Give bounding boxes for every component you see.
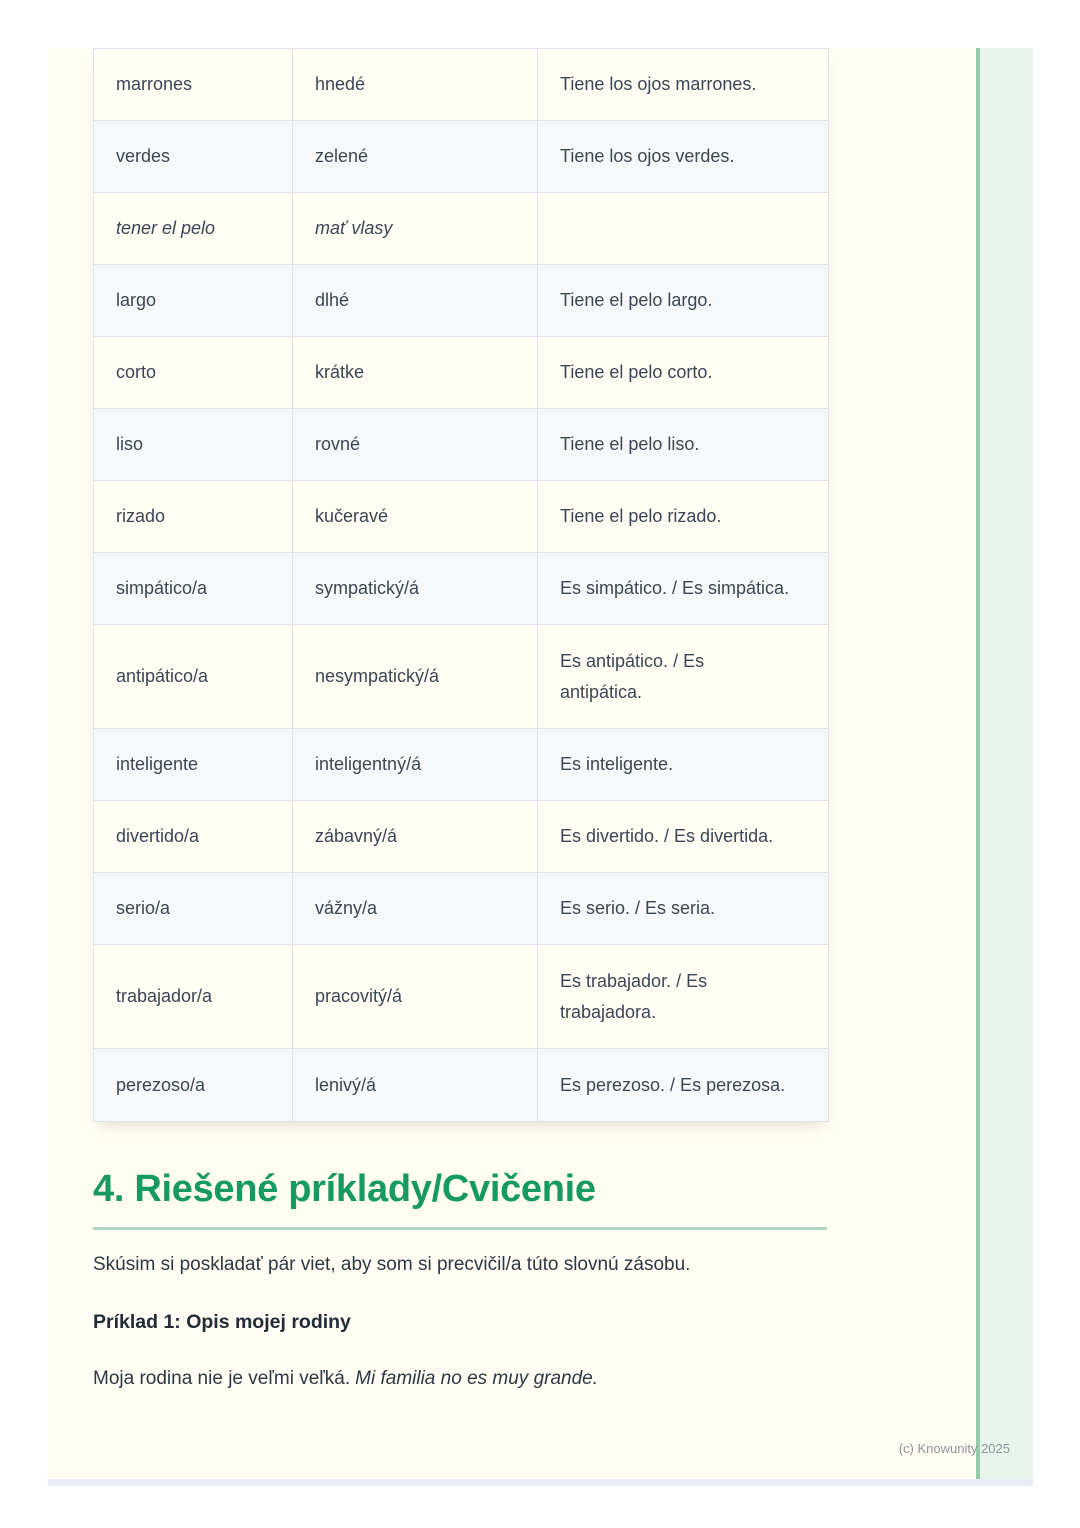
example-title: Príklad 1: Opis mojej rodiny	[93, 1311, 351, 1333]
table-cell-slovak: zelené	[293, 121, 538, 192]
table-cell-example	[538, 193, 828, 264]
table-cell-spanish: liso	[94, 409, 293, 480]
footer-credit: (c) Knowunity 2025	[898, 1441, 1010, 1456]
table-cell-example: Es antipático. / Es antipática.	[560, 650, 705, 702]
table-row	[94, 49, 828, 121]
table-cell-example: Tiene los ojos verdes.	[560, 146, 735, 166]
table-cell-slovak: sympatický/á	[293, 553, 538, 624]
table-cell-slovak: krátke	[293, 337, 538, 408]
table-cell-example: Es divertido. / Es divertida.	[560, 826, 774, 846]
table-row	[94, 873, 828, 945]
table-cell-slovak: mať vlasy	[293, 193, 538, 264]
table-cell-spanish: antipático/a	[94, 625, 293, 728]
table-row	[94, 193, 828, 265]
table-cell-example: Es trabajador. / Es trabajadora.	[560, 970, 708, 1022]
table-cell-example: Es simpático. / Es simpática.	[560, 578, 790, 598]
table-cell-example: Tiene los ojos marrones.	[560, 74, 757, 94]
sentence-slovak-part: Moja rodina nie je veľmi veľká.	[93, 1368, 351, 1389]
table-cell-spanish: serio/a	[94, 873, 293, 944]
table-cell-example: Tiene el pelo liso.	[560, 434, 700, 454]
sentence-spanish-italic-part: Mi familia no es muy grande.	[355, 1368, 599, 1389]
section-heading-rule	[93, 1227, 827, 1230]
table-cell-example: Tiene el pelo largo.	[560, 290, 713, 310]
table-cell-slovak: vážny/a	[293, 873, 538, 944]
example-sentence	[93, 1367, 953, 1391]
table-row	[94, 553, 828, 625]
table-row	[94, 729, 828, 801]
table-cell-slovak: kučeravé	[293, 481, 538, 552]
table-cell-spanish: marrones	[94, 49, 293, 120]
table-row	[94, 409, 828, 481]
table-cell-spanish: simpático/a	[94, 553, 293, 624]
table-cell-spanish: largo	[94, 265, 293, 336]
table-cell-slovak: rovné	[293, 409, 538, 480]
table-cell-slovak: zábavný/á	[293, 801, 538, 872]
table-cell-example: Tiene el pelo corto.	[560, 362, 713, 382]
table-row	[94, 481, 828, 553]
table-row	[94, 625, 828, 729]
table-cell-slovak: nesympatický/á	[293, 625, 538, 728]
side-accent-strip	[976, 48, 1033, 1479]
table-row	[94, 801, 828, 873]
table-cell-spanish: inteligente	[94, 729, 293, 800]
table-row	[94, 121, 828, 193]
table-row	[94, 1049, 828, 1121]
table-cell-example: Es perezoso. / Es perezosa.	[560, 1074, 786, 1095]
table-cell-slovak: dlhé	[293, 265, 538, 336]
table-row	[94, 337, 828, 409]
table-cell-spanish: rizado	[94, 481, 293, 552]
table-cell-spanish: corto	[94, 337, 293, 408]
table-cell-slovak: pracovitý/á	[293, 945, 538, 1048]
next-page-edge	[48, 1479, 1033, 1486]
table-cell-slovak: lenivý/á	[293, 1049, 538, 1121]
table-cell-example: Tiene el pelo rizado.	[560, 506, 722, 526]
table-cell-spanish: divertido/a	[94, 801, 293, 872]
table-cell-example: Es serio. / Es seria.	[560, 898, 716, 918]
table-cell-spanish: perezoso/a	[94, 1049, 293, 1121]
section-heading: 4. Riešené príklady/Cvičenie	[93, 1168, 596, 1210]
table-row	[94, 945, 828, 1049]
table-row	[94, 265, 828, 337]
intro-paragraph: Skúsim si poskladať pár viet, aby som si precvičil/a túto slovnú zásobu.	[93, 1254, 691, 1275]
table-cell-spanish: verdes	[94, 121, 293, 192]
table-cell-slovak: hnedé	[293, 49, 538, 120]
table-cell-spanish: trabajador/a	[94, 945, 293, 1048]
table-cell-spanish: tener el pelo	[94, 193, 293, 264]
vocab-table	[93, 48, 829, 1122]
table-cell-slovak: inteligentný/á	[293, 729, 538, 800]
table-cell-example: Es inteligente.	[560, 754, 674, 774]
